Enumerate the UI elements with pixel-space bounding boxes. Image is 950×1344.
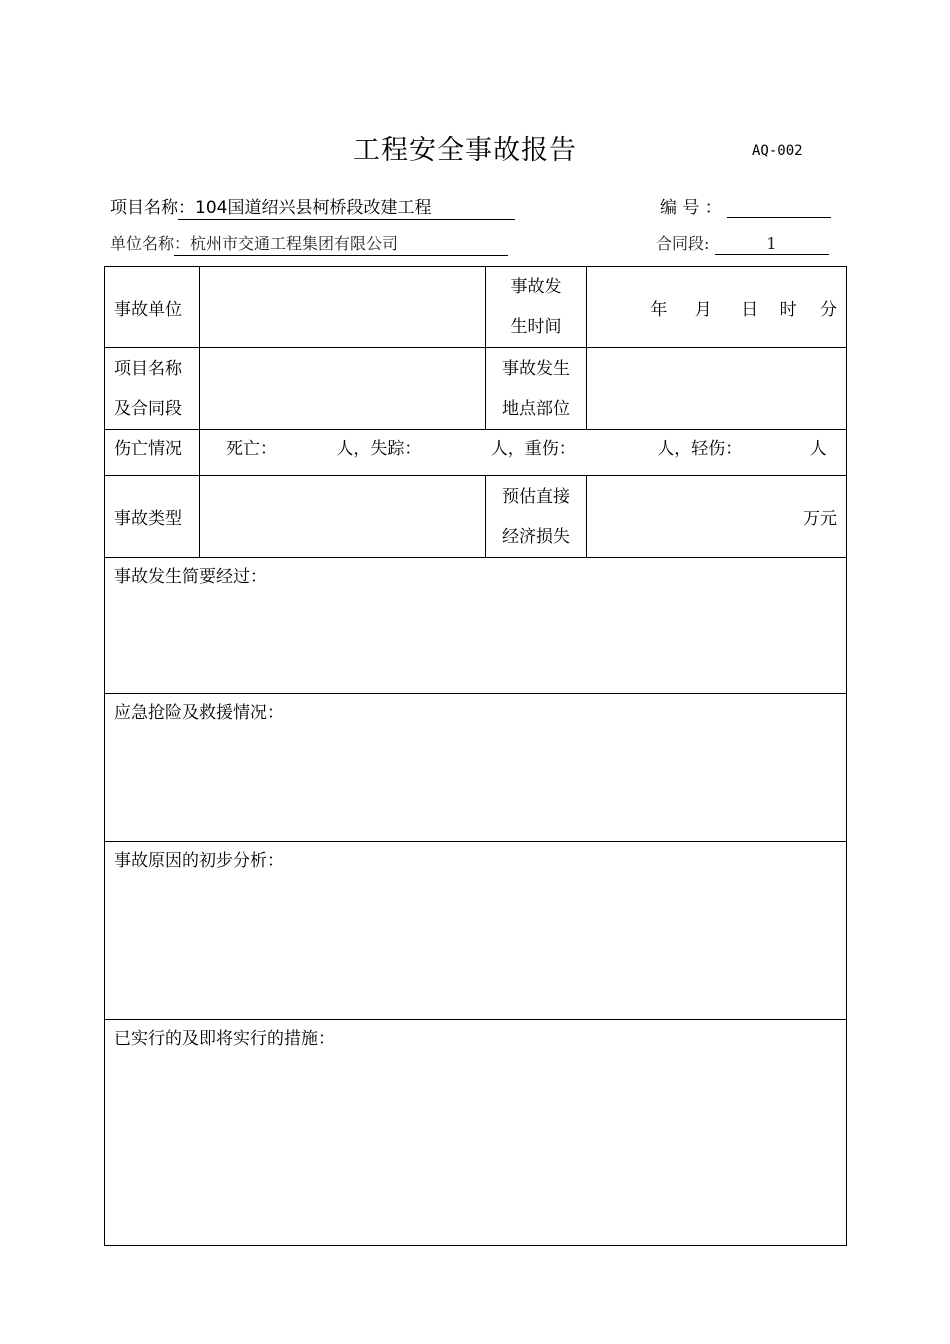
project-contract-line1: 项目名称 [114, 358, 182, 379]
unit-name-line [110, 231, 508, 256]
casualty-field[interactable] [200, 430, 847, 476]
row-brief [105, 558, 847, 694]
contract-label: 合同段: [656, 234, 710, 253]
time-field[interactable] [587, 267, 847, 348]
unit-name-label: 单位名称 [110, 234, 175, 253]
cause-label: 事故原因的初步分析： [114, 851, 284, 871]
project-name-label: 项目名称 [110, 198, 178, 218]
project-name-value[interactable]: ：104国道绍兴县柯桥段改建工程 [178, 193, 515, 220]
minute-unit: 分 [820, 299, 837, 320]
page-title: 工程安全事故报告 [353, 135, 577, 166]
unit-name-value[interactable]: ：杭州市交通工程集团有限公司 [174, 231, 508, 256]
month-unit: 月 [694, 299, 712, 320]
cause-section[interactable] [105, 842, 847, 1020]
number-label: 编 号 ： [660, 198, 722, 218]
accident-report-table [104, 266, 847, 1246]
day-unit: 日 [741, 299, 759, 320]
loss-label-line2: 经济损失 [502, 526, 570, 547]
casualty-minor: 人，轻伤： [657, 439, 743, 459]
time-label-line1: 事故发 [510, 277, 562, 297]
accident-unit-label: 事故单位 [105, 267, 200, 348]
project-contract-field[interactable] [200, 348, 486, 430]
project-name-line [110, 193, 515, 220]
row-measures [105, 1020, 847, 1246]
rescue-section[interactable] [105, 694, 847, 842]
accident-unit-field[interactable] [200, 267, 486, 348]
casualty-end: 人 [809, 439, 827, 459]
loss-label-line1: 预估直接 [502, 486, 570, 507]
location-field[interactable] [587, 348, 847, 430]
accident-type-label: 事故类型 [105, 476, 200, 558]
location-label-line1: 事故发生 [502, 358, 570, 379]
row-casualty [105, 430, 847, 476]
casualty-missing: 人，失踪： [336, 439, 422, 459]
project-contract-label [105, 348, 200, 430]
row-type-loss [105, 476, 847, 558]
casualty-label: 伤亡情况 [105, 430, 200, 476]
time-label-line2: 生时间 [510, 317, 562, 337]
accident-type-field[interactable] [200, 476, 486, 558]
contract-line [656, 231, 829, 255]
loss-unit: 万元 [803, 509, 837, 529]
row-rescue [105, 694, 847, 842]
number-line [660, 193, 831, 218]
hour-unit: 时 [779, 299, 797, 320]
row-project-location [105, 348, 847, 430]
measures-label: 已实行的及即将实行的措施： [114, 1029, 335, 1049]
rescue-label: 应急抢险及救援情况： [114, 703, 284, 723]
row-unit-time [105, 267, 847, 348]
time-label [486, 267, 587, 348]
row-cause [105, 842, 847, 1020]
project-contract-line2: 及合同段 [114, 398, 182, 419]
brief-section[interactable] [105, 558, 847, 694]
location-label-line2: 地点部位 [502, 398, 570, 419]
brief-label: 事故发生简要经过： [114, 567, 267, 587]
contract-value[interactable]: 1 [715, 234, 829, 255]
loss-label [486, 476, 587, 558]
year-unit: 年 [650, 299, 668, 320]
casualty-dead: 死亡： [226, 439, 277, 459]
loss-field[interactable] [587, 476, 847, 558]
casualty-serious: 人，重伤： [490, 439, 576, 459]
number-value[interactable] [727, 196, 831, 218]
location-label [486, 348, 587, 430]
measures-section[interactable] [105, 1020, 847, 1246]
form-code: AQ-002 [752, 143, 803, 159]
